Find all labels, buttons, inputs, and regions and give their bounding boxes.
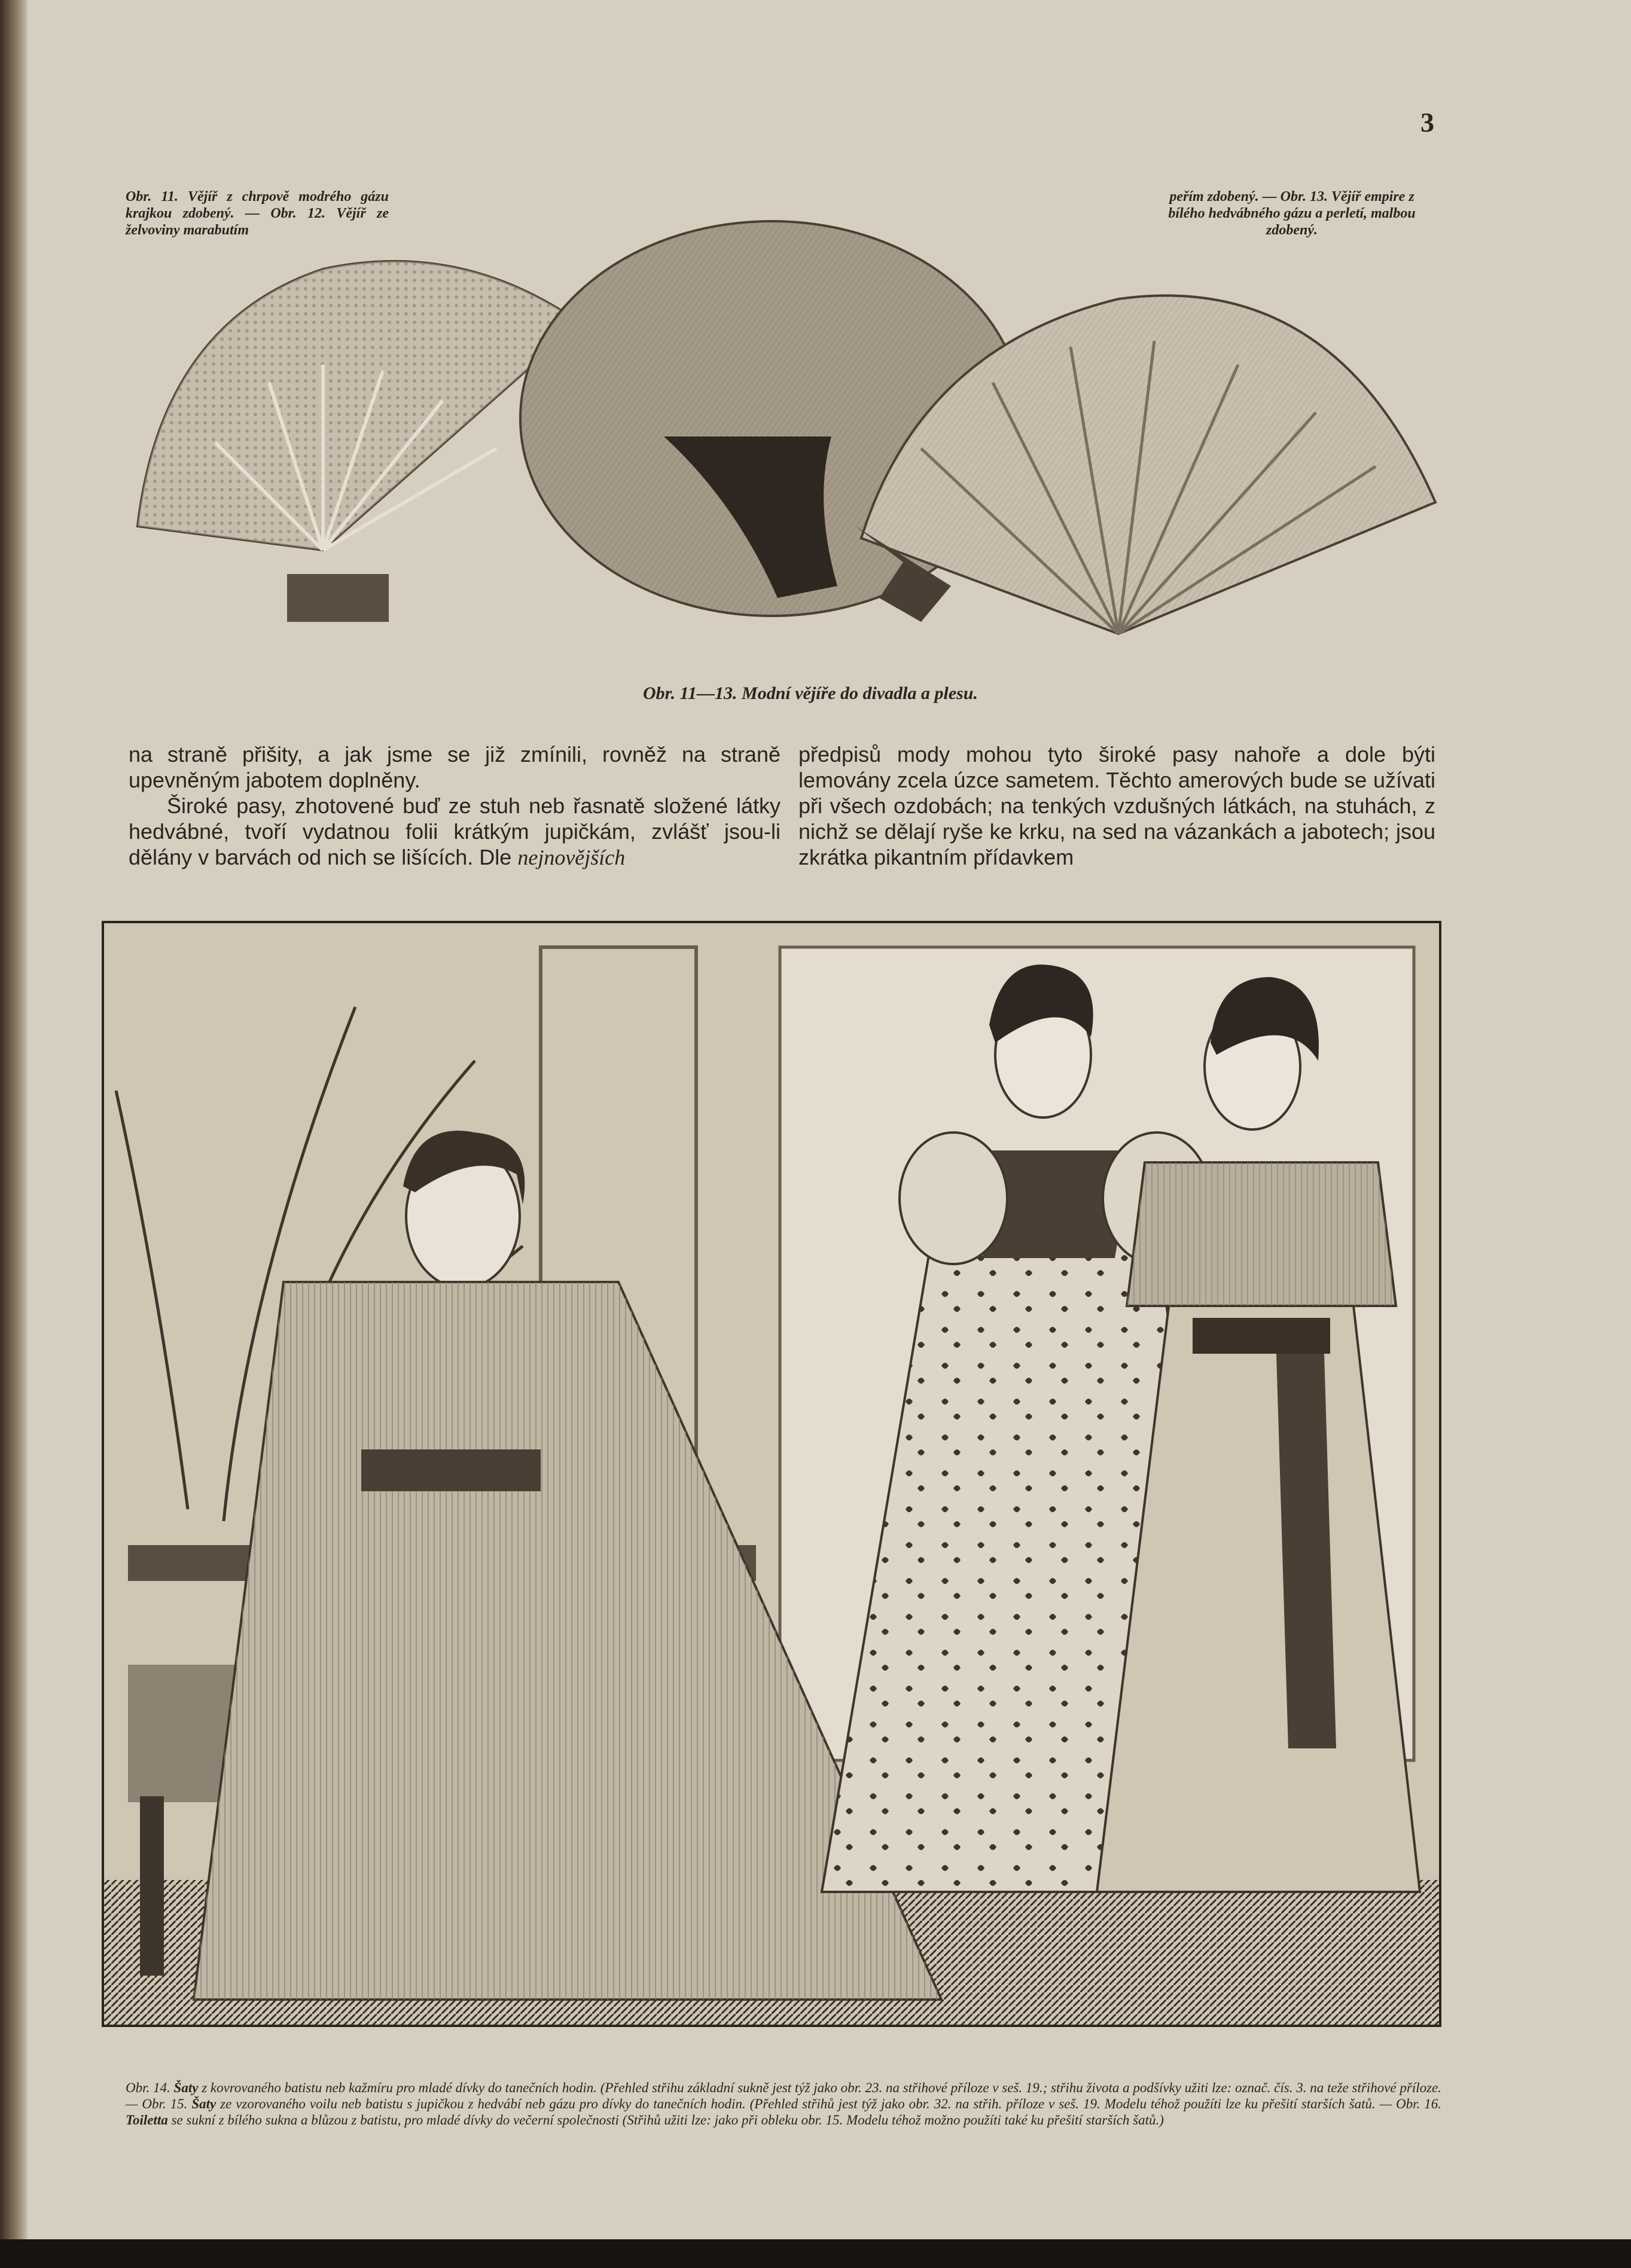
article-column-right xyxy=(798,741,1435,870)
article-paragraph: na straně přišity, a jak jsme se již zmínili, rovněž na straně upevněným jabotem doplněny. xyxy=(129,742,781,792)
fan-lace-illustration xyxy=(138,261,580,622)
article-paragraph: předpisů mody mohou tyto široké pasy nahoře a dole býti lemovány zcela úzce sametem. Těchto amerových bude se užívati při všech ozdobách; na tenkých vzdušných látkách, na stuhách, z nichž se dělají ryše ke krku, na sed na vázankách a jabotech; jsou zkrátka pikantním přídavkem xyxy=(798,742,1435,869)
fans-figure-title: Obr. 11—13. Modní vějíře do divadla a plesu. xyxy=(642,683,978,703)
scan-bottom-edge xyxy=(0,2239,1631,2268)
page-number: 3 xyxy=(1420,107,1434,138)
caption-title: Šaty xyxy=(191,2096,217,2111)
caption-text: se sukní z bílého sukna a blůzou z batistu, pro mladé dívky do večerní společnosti (Střihů užiti lze: jako při obleku obr. 15. Modelu téhož možno použíti také ku přešití starších šatů.) xyxy=(171,2113,1164,2127)
fashion-plate-illustration xyxy=(102,921,1441,2027)
binding-shadow xyxy=(0,0,28,2268)
article-text: Široké pasy, zhotovené buď ze stuh neb řasnatě složené látky hedvábné, tvoří vydatnou folii krátkým jupičkám, zvlášť jsou-li dělány v barvách od nich se lišících. Dle xyxy=(129,793,781,869)
fan-caption-right: peřím zdobený. — Obr. 13. Vějíř empire z bílého hedvábného gázu a perletí, malbou zdobený. xyxy=(1168,189,1416,238)
article-paragraph xyxy=(129,793,781,871)
fan-caption-left: Obr. 11. Vějíř z chrpově modrého gázu krajkou zdobený. — Obr. 12. Vějíř ze želvoviny marabutím xyxy=(126,189,389,238)
caption-title: Toiletta xyxy=(126,2113,168,2127)
fans-illustration xyxy=(126,167,1471,682)
caption-text: ze vzorovaného voilu neb batistu s jupičkou z hedvábí neb gázu pro dívky do tanečních hodin. (Přehled střihů jest týž jako obr. 32. na střih. příloze v seš. 19. Modelu téhož použíti lze ku přešití starších šatů. — Obr. 16. xyxy=(220,2096,1442,2111)
fashion-plate-caption xyxy=(126,2080,1441,2128)
article-italic-word: nejnovějších xyxy=(517,845,626,869)
caption-lead: Obr. 14. xyxy=(126,2080,170,2095)
article-column-left xyxy=(129,741,781,871)
caption-text: z kovrovaného batistu neb kažmíru pro mladé dívky do tanečních hodin. (Přehled střihu základní sukně jest týž jako obr. 23. na střihové příloze v seš. 19.; střihu života a podšívky užiti lze: označ. čís. 3. na teže střihové příloze. — Obr. 15. xyxy=(126,2080,1442,2111)
fashion-plate-drawing xyxy=(104,923,1439,2025)
caption-title: Šaty xyxy=(173,2080,199,2095)
